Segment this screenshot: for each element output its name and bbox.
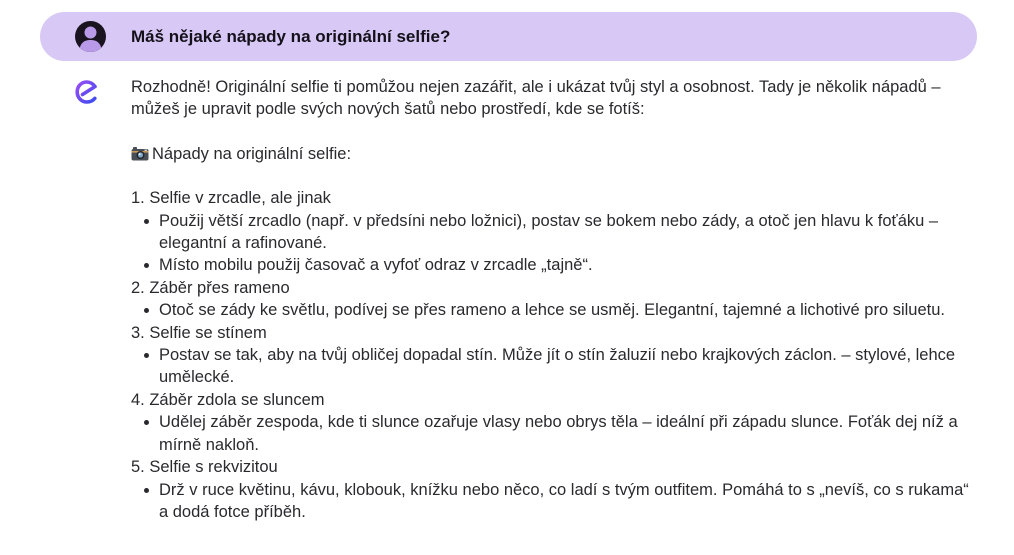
idea-section: [131, 187, 981, 277]
idea-bullet: Místo mobilu použij časovač a vyfoť odraz v zrcadle „tajně“.: [159, 254, 981, 276]
idea-title: 5. Selfie s rekvizitou: [131, 458, 278, 477]
idea-section: [131, 389, 981, 456]
idea-bullets: [131, 299, 981, 321]
assistant-answer: [131, 76, 981, 523]
list-heading: [131, 143, 981, 165]
idea-title: 4. Záběr zdola se sluncem: [131, 390, 325, 409]
idea-title: 3. Selfie se stínem: [131, 323, 267, 342]
idea-bullet: Použij větší zrcadlo (např. v předsíni nebo ložnici), postav se bokem nebo zády, a otoč jen hlavu k foťáku – elegantní a rafinované.: [159, 210, 981, 255]
assistant-logo-icon: [73, 78, 101, 106]
idea-bullet: Drž v ruce květinu, kávu, klobouk, knížku nebo něco, co ladí s tvým outfitem. Pomáhá to s „nevíš, co s rukama“ a dodá fotce příběh.: [159, 479, 981, 524]
user-question-text: Máš nějaké nápady na originální selfie?: [131, 27, 451, 46]
camera-icon: [131, 145, 149, 160]
idea-title: 2. Záběr přes rameno: [131, 278, 290, 297]
idea-bullets: [131, 210, 981, 277]
user-avatar-icon: [75, 21, 106, 52]
user-message-bubble: [40, 12, 977, 61]
idea-bullet: Otoč se zády ke světlu, podívej se přes rameno a lehce se usměj. Elegantní, tajemné a lichotivé pro siluetu.: [159, 299, 981, 321]
idea-bullet: Udělej záběr zespoda, kde ti slunce ozařuje vlasy nebo obrys těla – ideální při západu slunce. Foťák dej níž a mírně nakloň.: [159, 411, 981, 456]
idea-section: [131, 277, 981, 322]
answer-intro: Rozhodně! Originální selfie ti pomůžou nejen zazářit, ale i ukázat tvůj styl a osobnost. Tady je několik nápadů – můžeš je upravit podle svých nových šatů nebo prostředí, kde se fotíš:: [131, 78, 941, 119]
idea-bullets: [131, 411, 981, 456]
list-heading-text: Nápady na originální selfie:: [152, 144, 352, 163]
idea-title: 1. Selfie v zrcadle, ale jinak: [131, 189, 331, 208]
idea-bullets: [131, 479, 981, 524]
idea-section: [131, 456, 981, 523]
idea-bullets: [131, 344, 981, 389]
idea-bullet: Postav se tak, aby na tvůj obličej dopadal stín. Může jít o stín žaluzií nebo krajkových záclon. – stylové, lehce umělecké.: [159, 344, 981, 389]
idea-section: [131, 322, 981, 389]
